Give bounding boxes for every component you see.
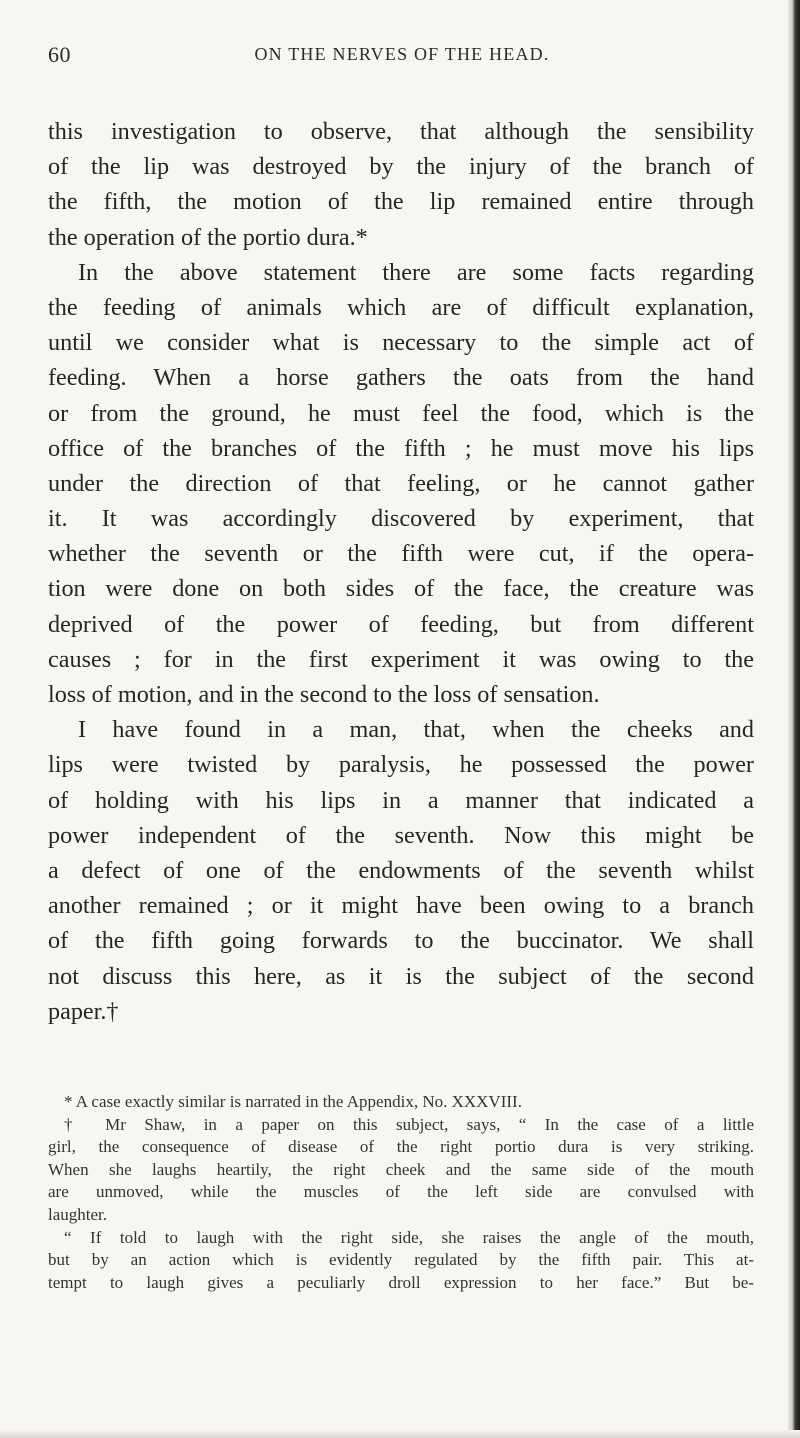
text-line: the operation of the portio dura.* <box>48 223 368 251</box>
text-line: I have found in a man, that, when the cheeks and <box>78 716 754 744</box>
running-head: ON THE NERVES OF THE HEAD. <box>254 44 550 64</box>
text-line: paper.† <box>48 997 119 1025</box>
footnotes <box>48 1091 754 1294</box>
text-line: the fifth, the motion of the lip remained entire through <box>48 188 754 216</box>
footnote-line: girl, the consequence of disease of the right portio dura is very striking. <box>48 1137 754 1157</box>
footnote-line: * A case exactly similar is narrated in the Appendix, No. XXXVIII. <box>64 1092 522 1111</box>
body-text <box>48 114 754 1029</box>
footnote-line: laughter. <box>48 1204 108 1224</box>
text-line: tion were done on both sides of the face, the creature was <box>48 575 754 603</box>
text-line: the feeding of animals which are of difficult explanation, <box>48 293 754 321</box>
text-line: of holding with his lips in a manner that indicated a <box>48 786 754 814</box>
text-line: whether the seventh or the fifth were cut, if the opera- <box>48 540 754 568</box>
footnote-line: tempt to laugh gives a peculiarly droll expression to her face.” But be- <box>48 1272 754 1292</box>
text-line: this investigation to observe, that although the sensibility <box>48 118 754 145</box>
text-line: causes ; for in the first experiment it was owing to the <box>48 645 754 673</box>
footnote-line: When she laughs heartily, the right cheek and the same side of the mouth <box>48 1159 754 1179</box>
footnote-line: are unmoved, while the muscles of the left side are convulsed with <box>48 1182 754 1202</box>
footnote-line: but by an action which is evidently regulated by the fifth pair. This at- <box>48 1250 754 1270</box>
text-line: lips were twisted by paralysis, he possessed the power <box>48 751 754 779</box>
text-line: under the direction of that feeling, or he cannot gather <box>48 469 754 497</box>
text-line: not discuss this here, as it is the subject of the second <box>48 962 754 990</box>
page-header <box>48 42 756 72</box>
text-line: power independent of the seventh. Now this might be <box>48 821 754 849</box>
text-line: of the lip was destroyed by the injury of the branch of <box>48 153 754 181</box>
text-line: until we consider what is necessary to the simple act of <box>48 329 754 357</box>
text-line: feeding. When a horse gathers the oats from the hand <box>48 364 754 392</box>
text-line: another remained ; or it might have been owing to a branch <box>48 892 754 920</box>
text-line: it. It was accordingly discovered by experiment, that <box>48 505 754 533</box>
text-line: office of the branches of the fifth ; he must move his lips <box>48 434 754 462</box>
text-line: or from the ground, he must feel the food, which is the <box>48 399 754 427</box>
text-line: loss of motion, and in the second to the loss of sensation. <box>48 681 600 708</box>
footnote-line: † Mr Shaw, in a paper on this subject, says, “ In the case of a little <box>64 1114 754 1134</box>
page-bottom-edge <box>0 1430 800 1438</box>
page-number: 60 <box>48 42 71 67</box>
text-line: In the above statement there are some facts regarding <box>78 258 754 286</box>
text-line: of the fifth going forwards to the buccinator. We shall <box>48 927 754 955</box>
footnote-line: “ If told to laugh with the right side, she raises the angle of the mouth, <box>64 1227 754 1247</box>
page-edge-shadow <box>788 0 800 1438</box>
text-line: deprived of the power of feeding, but from different <box>48 610 754 638</box>
text-line: a defect of one of the endowments of the seventh whilst <box>48 856 754 884</box>
